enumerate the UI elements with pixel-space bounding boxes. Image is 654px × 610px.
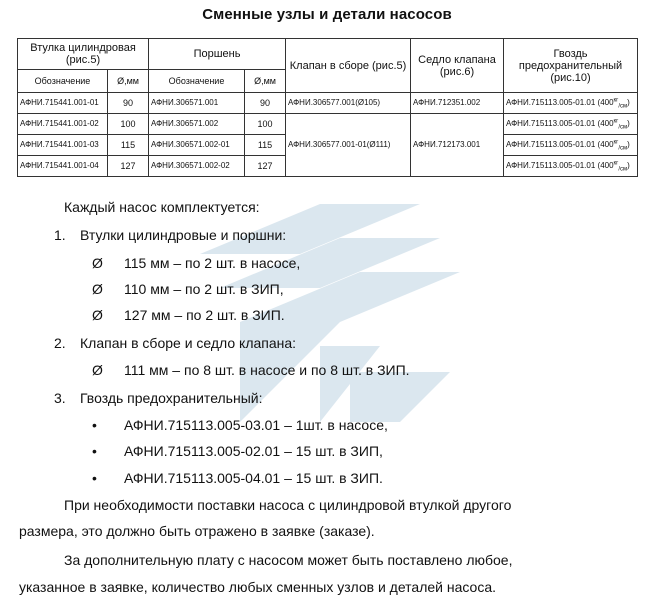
- paragraph-line: размера, это должно быть отражено в заявке (заказе).: [19, 523, 375, 539]
- seat-designation: АФНИ.712173.001: [411, 114, 504, 177]
- header-sleeve: Втулка цилиндровая (рис.5): [18, 39, 149, 70]
- header-seat: Седло клапана (рис.6): [411, 39, 504, 93]
- header-valve: Клапан в сборе (рис.5): [286, 39, 411, 93]
- piston-designation: АФНИ.306571.002-01: [149, 135, 245, 156]
- sleeve-designation: АФНИ.715441.001-01: [18, 93, 108, 114]
- nail-designation: [504, 114, 638, 135]
- piston-diameter: 127: [245, 156, 286, 177]
- parts-table: [17, 38, 638, 177]
- diameter-icon: Ø: [92, 255, 103, 271]
- table-row: [18, 93, 638, 114]
- nail-rating: $(400^{кг}_{/см})$: [597, 139, 630, 152]
- nail-code: АФНИ.715113.005-01.01: [506, 161, 596, 170]
- diameter-icon: Ø: [92, 362, 103, 378]
- list-item: Ø 127 мм – по 2 шт. в ЗИП.: [92, 307, 285, 323]
- nail-code: АФНИ.715113.005-01.01: [506, 140, 596, 149]
- diameter-icon: Ø: [92, 307, 103, 323]
- list-item: 2. Клапан в сборе и седло клапана:: [54, 335, 297, 351]
- paragraph-line: указанное в заявке, количество любых сменных узлов и деталей насоса.: [19, 579, 496, 595]
- piston-designation: АФНИ.306571.002: [149, 114, 245, 135]
- seat-designation: АФНИ.712351.002: [411, 93, 504, 114]
- table-row: [18, 114, 638, 135]
- subheader-sleeve-diameter: Ø,мм: [108, 70, 149, 93]
- sleeve-diameter: 127: [108, 156, 149, 177]
- nail-designation: [504, 156, 638, 177]
- list-item: • АФНИ.715113.005-02.01 – 15 шт. в ЗИП,: [92, 443, 383, 459]
- subheader-piston-designation: Обозначение: [149, 70, 245, 93]
- nail-code: АФНИ.715113.005-01.01: [506, 119, 596, 128]
- nail-code: АФНИ.715113.005-01.01: [506, 98, 596, 107]
- sleeve-designation: АФНИ.715441.001-04: [18, 156, 108, 177]
- subheader-sleeve-designation: Обозначение: [18, 70, 108, 93]
- sleeve-designation: АФНИ.715441.001-02: [18, 114, 108, 135]
- nail-designation: [504, 135, 638, 156]
- piston-diameter: 100: [245, 114, 286, 135]
- valve-designation: АФНИ.306577.001-01(Ø111): [286, 114, 411, 177]
- diameter-icon: Ø: [92, 281, 103, 297]
- table-header-row: [18, 39, 638, 70]
- piston-diameter: 115: [245, 135, 286, 156]
- sleeve-diameter: 100: [108, 114, 149, 135]
- list-item: 1. Втулки цилиндровые и поршни:: [54, 227, 287, 243]
- bullet-icon: •: [92, 417, 97, 433]
- list-item: Ø 110 мм – по 2 шт. в ЗИП,: [92, 281, 284, 297]
- nail-designation: [504, 93, 638, 114]
- nail-rating: $(400^{кг}_{/см})$: [597, 160, 630, 173]
- piston-diameter: 90: [245, 93, 286, 114]
- paragraph-line: За дополнительную плату с насосом может быть поставлено любое,: [64, 552, 513, 568]
- bullet-icon: •: [92, 470, 97, 486]
- sleeve-diameter: 115: [108, 135, 149, 156]
- header-piston: Поршень: [149, 39, 286, 70]
- list-item: • АФНИ.715113.005-03.01 – 1шт. в насосе,: [92, 417, 388, 433]
- bullet-icon: •: [92, 443, 97, 459]
- piston-designation: АФНИ.306571.001: [149, 93, 245, 114]
- list-item: • АФНИ.715113.005-04.01 – 15 шт. в ЗИП.: [92, 470, 383, 486]
- nail-rating: $(400^{кг}_{/см})$: [597, 97, 630, 110]
- intro-text: Каждый насос комплектуется:: [64, 199, 260, 215]
- list-item: Ø 111 мм – по 8 шт. в насосе и по 8 шт. в ЗИП.: [92, 362, 410, 378]
- header-nail: Гвоздь предохранительный (рис.10): [504, 39, 638, 93]
- subheader-piston-diameter: Ø,мм: [245, 70, 286, 93]
- list-item: Ø 115 мм – по 2 шт. в насосе,: [92, 255, 301, 271]
- sleeve-designation: АФНИ.715441.001-03: [18, 135, 108, 156]
- piston-designation: АФНИ.306571.002-02: [149, 156, 245, 177]
- nail-rating: $(400^{кг}_{/см})$: [597, 118, 630, 131]
- list-item: 3. Гвоздь предохранительный:: [54, 390, 263, 406]
- sleeve-diameter: 90: [108, 93, 149, 114]
- paragraph-line: При необходимости поставки насоса с цилиндровой втулкой другого: [64, 497, 512, 513]
- page-title: Сменные узлы и детали насосов: [202, 6, 452, 23]
- valve-designation: АФНИ.306577.001(Ø105): [286, 93, 411, 114]
